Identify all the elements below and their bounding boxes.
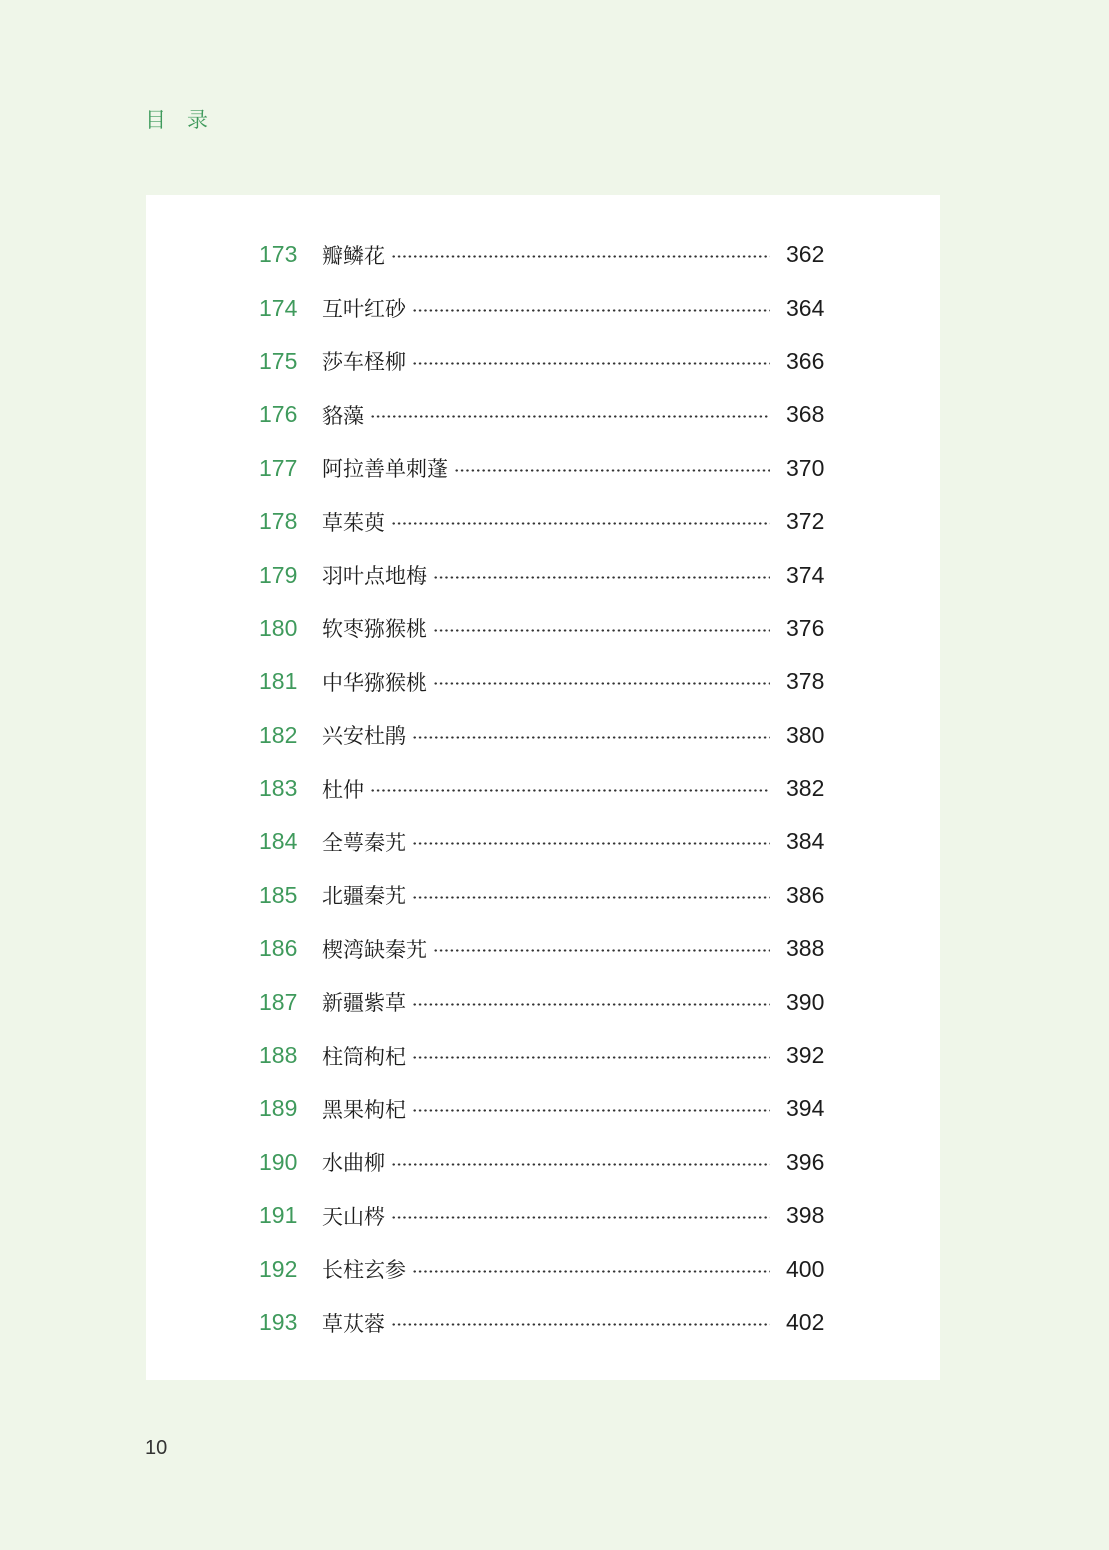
toc-entry[interactable] bbox=[146, 815, 940, 868]
toc-entry[interactable] bbox=[146, 1082, 940, 1135]
toc-entry[interactable] bbox=[146, 655, 940, 708]
toc-entry-page: 364 bbox=[786, 294, 825, 321]
toc-entry[interactable] bbox=[146, 975, 940, 1028]
toc-entry-number: 174 bbox=[259, 294, 298, 321]
toc-entry-name: 北疆秦艽 bbox=[322, 884, 406, 909]
toc-entry[interactable] bbox=[146, 388, 940, 441]
toc-entry-page: 368 bbox=[786, 401, 825, 428]
toc-entry-page: 402 bbox=[786, 1309, 825, 1335]
toc-entry[interactable] bbox=[146, 281, 940, 334]
toc-entry[interactable] bbox=[146, 1189, 940, 1242]
dot-leader bbox=[412, 362, 770, 365]
toc-entry-number: 178 bbox=[259, 508, 298, 535]
dot-leader bbox=[412, 842, 770, 845]
toc-entry-name: 长柱玄参 bbox=[322, 1258, 406, 1283]
dot-leader bbox=[391, 1216, 770, 1219]
toc-entry-number: 192 bbox=[259, 1255, 298, 1282]
toc-entry-page: 372 bbox=[786, 508, 825, 535]
toc-entry[interactable] bbox=[146, 548, 940, 601]
toc-entry-name: 中华猕猴桃 bbox=[322, 670, 427, 695]
toc-entry-page: 394 bbox=[786, 1095, 825, 1122]
toc-entry-name: 阿拉善单刺蓬 bbox=[322, 457, 448, 482]
dot-leader bbox=[412, 1056, 770, 1059]
toc-entry-page: 380 bbox=[786, 721, 825, 748]
toc-entry-number: 193 bbox=[259, 1309, 298, 1335]
toc-entry-number: 186 bbox=[259, 935, 298, 962]
dot-leader bbox=[454, 469, 770, 472]
toc-entry-number: 187 bbox=[259, 988, 298, 1015]
toc-entry-page: 398 bbox=[786, 1202, 825, 1229]
toc-entry-name: 瓣鳞花 bbox=[322, 243, 385, 268]
toc-entry-page: 400 bbox=[786, 1255, 825, 1282]
toc-entry[interactable] bbox=[146, 1029, 940, 1082]
dot-leader bbox=[391, 1323, 770, 1326]
toc-entry-page: 374 bbox=[786, 561, 825, 588]
toc-entry-page: 396 bbox=[786, 1148, 825, 1175]
toc-entry-page: 378 bbox=[786, 668, 825, 695]
toc-entry[interactable] bbox=[146, 335, 940, 388]
toc-entry[interactable] bbox=[146, 922, 940, 975]
toc-entry-page: 376 bbox=[786, 614, 825, 641]
toc-entry-page: 382 bbox=[786, 775, 825, 802]
dot-leader bbox=[433, 949, 770, 952]
toc-entry-number: 177 bbox=[259, 454, 298, 481]
toc-entry-page: 366 bbox=[786, 347, 825, 374]
toc-entry-page: 392 bbox=[786, 1042, 825, 1069]
dot-leader bbox=[370, 789, 770, 792]
dot-leader bbox=[412, 1109, 770, 1112]
toc-entry-name: 楔湾缺秦艽 bbox=[322, 937, 427, 962]
toc-entry-name: 羽叶点地梅 bbox=[322, 564, 427, 589]
dot-leader bbox=[391, 522, 770, 525]
toc-panel bbox=[146, 195, 940, 1380]
toc-entry[interactable] bbox=[146, 762, 940, 815]
toc-entry-number: 189 bbox=[259, 1095, 298, 1122]
dot-leader bbox=[370, 415, 770, 418]
toc-list bbox=[146, 228, 940, 1349]
toc-entry[interactable] bbox=[146, 709, 940, 762]
toc-entry[interactable] bbox=[146, 1242, 940, 1295]
toc-entry[interactable] bbox=[146, 228, 940, 281]
toc-entry-page: 362 bbox=[786, 241, 825, 268]
toc-entry[interactable] bbox=[146, 442, 940, 495]
toc-entry-number: 182 bbox=[259, 721, 298, 748]
toc-entry-page: 384 bbox=[786, 828, 825, 855]
toc-entry-name: 互叶红砂 bbox=[322, 297, 406, 322]
dot-leader bbox=[412, 896, 770, 899]
toc-entry-name: 黑果枸杞 bbox=[322, 1097, 406, 1122]
toc-entry-name: 兴安杜鹃 bbox=[322, 724, 406, 749]
toc-entry-name: 软枣猕猴桃 bbox=[322, 617, 427, 642]
toc-entry[interactable] bbox=[146, 495, 940, 548]
dot-leader bbox=[391, 255, 770, 258]
toc-entry[interactable] bbox=[146, 1296, 940, 1349]
toc-entry-number: 180 bbox=[259, 614, 298, 641]
dot-leader bbox=[433, 576, 770, 579]
toc-entry-page: 390 bbox=[786, 988, 825, 1015]
toc-entry[interactable] bbox=[146, 869, 940, 922]
dot-leader bbox=[433, 629, 770, 632]
toc-entry-number: 191 bbox=[259, 1202, 298, 1229]
toc-entry-name: 莎车柽柳 bbox=[322, 350, 406, 375]
toc-entry[interactable] bbox=[146, 602, 940, 655]
toc-entry-name: 全萼秦艽 bbox=[322, 830, 406, 855]
toc-entry-page: 386 bbox=[786, 881, 825, 908]
toc-entry-name: 杜仲 bbox=[322, 777, 364, 802]
toc-entry-number: 185 bbox=[259, 881, 298, 908]
toc-entry-name: 新疆紫草 bbox=[322, 991, 406, 1016]
toc-entry-name: 水曲柳 bbox=[322, 1151, 385, 1176]
toc-entry-number: 179 bbox=[259, 561, 298, 588]
toc-entry-name: 柱筒枸杞 bbox=[322, 1044, 406, 1069]
toc-entry-number: 184 bbox=[259, 828, 298, 855]
toc-entry[interactable] bbox=[146, 1136, 940, 1189]
page-number: 10 bbox=[145, 1437, 168, 1459]
toc-entry-page: 388 bbox=[786, 935, 825, 962]
dot-leader bbox=[433, 682, 770, 685]
toc-entry-number: 190 bbox=[259, 1148, 298, 1175]
dot-leader bbox=[412, 736, 770, 739]
page-title: 目 录 bbox=[145, 108, 208, 132]
toc-entry-number: 173 bbox=[259, 241, 298, 268]
toc-entry-number: 175 bbox=[259, 347, 298, 374]
dot-leader bbox=[412, 1270, 770, 1273]
toc-entry-name: 天山梣 bbox=[322, 1204, 385, 1229]
toc-entry-number: 176 bbox=[259, 401, 298, 428]
toc-entry-name: 貉藻 bbox=[322, 403, 364, 428]
toc-entry-name: 草苁蓉 bbox=[322, 1311, 385, 1336]
dot-leader bbox=[391, 1163, 770, 1166]
toc-entry-page: 370 bbox=[786, 454, 825, 481]
toc-entry-number: 181 bbox=[259, 668, 298, 695]
toc-entry-number: 183 bbox=[259, 775, 298, 802]
dot-leader bbox=[412, 309, 770, 312]
dot-leader bbox=[412, 1003, 770, 1006]
toc-entry-number: 188 bbox=[259, 1042, 298, 1069]
toc-entry-name: 草茱萸 bbox=[322, 510, 385, 535]
